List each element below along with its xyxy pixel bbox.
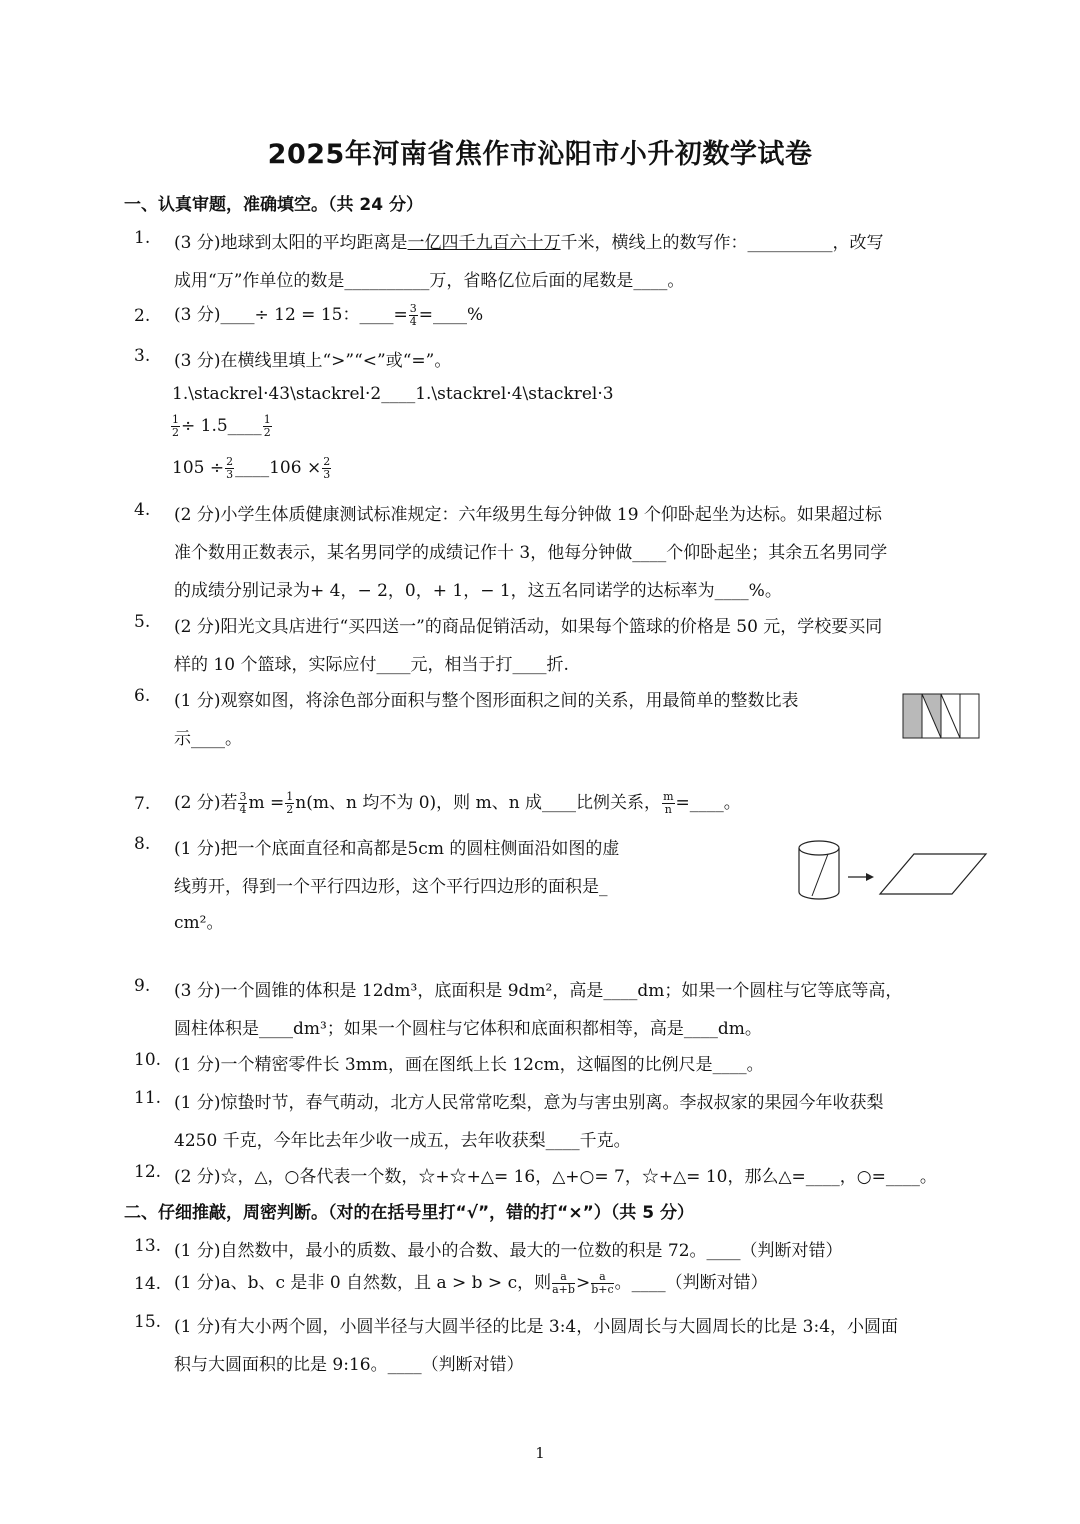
q12-number: 12. — [134, 1162, 162, 1182]
q6-line2: 示____。 — [174, 729, 242, 749]
q13-line1: (1 分)自然数中，最小的质数、最小的合数、最大的一位数的积是 72。____（判断对错） — [174, 1241, 843, 1261]
q4-line1: (2 分)小学生体质健康测试标准规定：六年级男生每分钟做 19 个仰卧起坐为达标。如果超过标 — [174, 505, 882, 525]
q3-number: 3. — [134, 346, 151, 366]
q8-line1: (1 分)把一个底面直径和高都是5cm 的圆柱侧面沿如图的虚 — [174, 839, 620, 859]
q4-line2: 准个数用正数表示，某名男同学的成绩记作十 3，他每分钟做____个仰卧起坐；其余五名男同学 — [174, 543, 888, 563]
q15-number: 15. — [134, 1312, 162, 1332]
page-title: 2025年河南省焦作市沁阳市小升初数学试卷 — [267, 139, 813, 170]
q5-line2: 样的 10 个篮球，实际应付____元，相当于打____折. — [174, 655, 569, 675]
q4-line3: 的成绩分别记录为+ 4，− 2，0，+ 1，− 1，这五名同诺学的达标率为____%。 — [174, 581, 782, 601]
fraction: $\frac{3}{4}$ — [409, 302, 417, 328]
q6-number: 6. — [134, 686, 151, 706]
q2-line: (3 分)____÷ 12 = 15：____= $\frac{3}{4}$ =____% — [174, 302, 484, 328]
cylinder-to-parallelogram-figure — [790, 836, 990, 906]
q9-line1: (3 分)一个圆锥的体积是 12dm³，底面积是 9dm²，高是____dm；如果一个圆柱与它等底等高， — [174, 981, 903, 1001]
q8-line2: 线剪开，得到一个平行四边形，这个平行四边形的面积是_ — [174, 877, 608, 897]
q3-line1: (3 分)在横线里填上“>”“<”或“=”。 — [174, 351, 452, 371]
page-number: 1 — [535, 1444, 545, 1462]
fraction: $\frac{1}{2}$ — [286, 790, 294, 816]
q1-number: 1. — [134, 228, 151, 248]
q12-line1: (2 分)☆，△，○各代表一个数，☆+☆+△= 16，△+○= 7，☆+△= 10，那么△=____，○=____。 — [174, 1167, 937, 1187]
q9-line2: 圆柱体积是____dm³；如果一个圆柱与它体积和底面积都相等，高是____dm。 — [174, 1019, 762, 1039]
fraction: $\frac{2}{3}$ — [226, 455, 234, 481]
q7-line: (2 分)若 $\frac{3}{4}$ m = $\frac{1}{2}$ n(m、n 均不为 0)，则 m、n 成____比例关系， $\frac{m}{n}$ =____。 — [174, 790, 741, 816]
q10-number: 10. — [134, 1050, 162, 1070]
q7-number: 7. — [134, 794, 151, 814]
q13-number: 13. — [134, 1236, 162, 1256]
q11-line2: 4250 千克，今年比去年少收一成五，去年收获梨____千克。 — [174, 1131, 631, 1151]
shaded-rectangle-figure — [900, 692, 982, 742]
q2-number: 2. — [134, 306, 151, 326]
q1-line2: 成用“万”作单位的数是__________万，省略亿位后面的尾数是____。 — [174, 271, 685, 291]
q14-line: (1 分)a、b、c 是非 0 自然数，且 a > b > c，则 $\frac{a}{a+b}$ > $\frac{a}{b+c}$ 。____（判断对错） — [174, 1270, 768, 1296]
q3-line3: $\frac{1}{2}$ ÷ 1.5____ $\frac{1}{2}$ — [172, 413, 271, 439]
q15-line1: (1 分)有大小两个圆，小圆半径与大圆半径的比是 3:4，小圆周长与大圆周长的比是 3:4，小圆面 — [174, 1317, 899, 1337]
fraction: $\frac{3}{4}$ — [239, 790, 247, 816]
q5-line1: (2 分)阳光文具店进行“买四送一”的商品促销活动，如果每个篮球的价格是 50 元，学校要买同 — [174, 617, 883, 637]
q3-line2: 1.\stackrel·43\stackrel·2____1.\stackrel·4\stackrel·3 — [172, 384, 614, 404]
q9-number: 9. — [134, 976, 151, 996]
q4-number: 4. — [134, 500, 151, 520]
fraction: $\frac{2}{3}$ — [323, 455, 331, 481]
q6-line1: (1 分)观察如图，将涂色部分面积与整个图形面积之间的关系，用最简单的整数比表 — [174, 691, 799, 711]
section-1-heading: 一、认真审题，准确填空。（共 24 分） — [124, 195, 423, 215]
fraction: $\frac{a}{b+c}$ — [591, 1270, 614, 1296]
q3-line4: 105 ÷ $\frac{2}{3}$ ____106 × $\frac{2}{3}$ — [172, 455, 331, 481]
section-2-heading: 二、仔细推敲，周密判断。（对的在括号里打“√”，错的打“×”）（共 5 分） — [124, 1203, 694, 1223]
fraction: $\frac{1}{2}$ — [172, 413, 179, 439]
q1-line1: (3 分)地球到太阳的平均距离是一亿四千九百六十万千米，横线上的数写作：__________，改写 — [174, 233, 884, 253]
q11-number: 11. — [134, 1088, 162, 1108]
q5-number: 5. — [134, 612, 151, 632]
q8-line3: cm²。 — [174, 913, 224, 933]
q8-number: 8. — [134, 834, 151, 854]
fraction: $\frac{a}{a+b}$ — [552, 1270, 575, 1296]
q11-line1: (1 分)惊蛰时节，春气萌动，北方人民常常吃梨，意为与害虫别离。李叔叔家的果园今年收获梨 — [174, 1093, 884, 1113]
fraction: $\frac{m}{n}$ — [663, 790, 674, 816]
q14-number: 14. — [134, 1274, 162, 1294]
q15-line2: 积与大圆面积的比是 9:16。____（判断对错） — [174, 1355, 524, 1375]
q10-line1: (1 分)一个精密零件长 3mm，画在图纸上长 12cm，这幅图的比例尺是____。 — [174, 1055, 764, 1075]
fraction: $\frac{1}{2}$ — [263, 413, 271, 439]
